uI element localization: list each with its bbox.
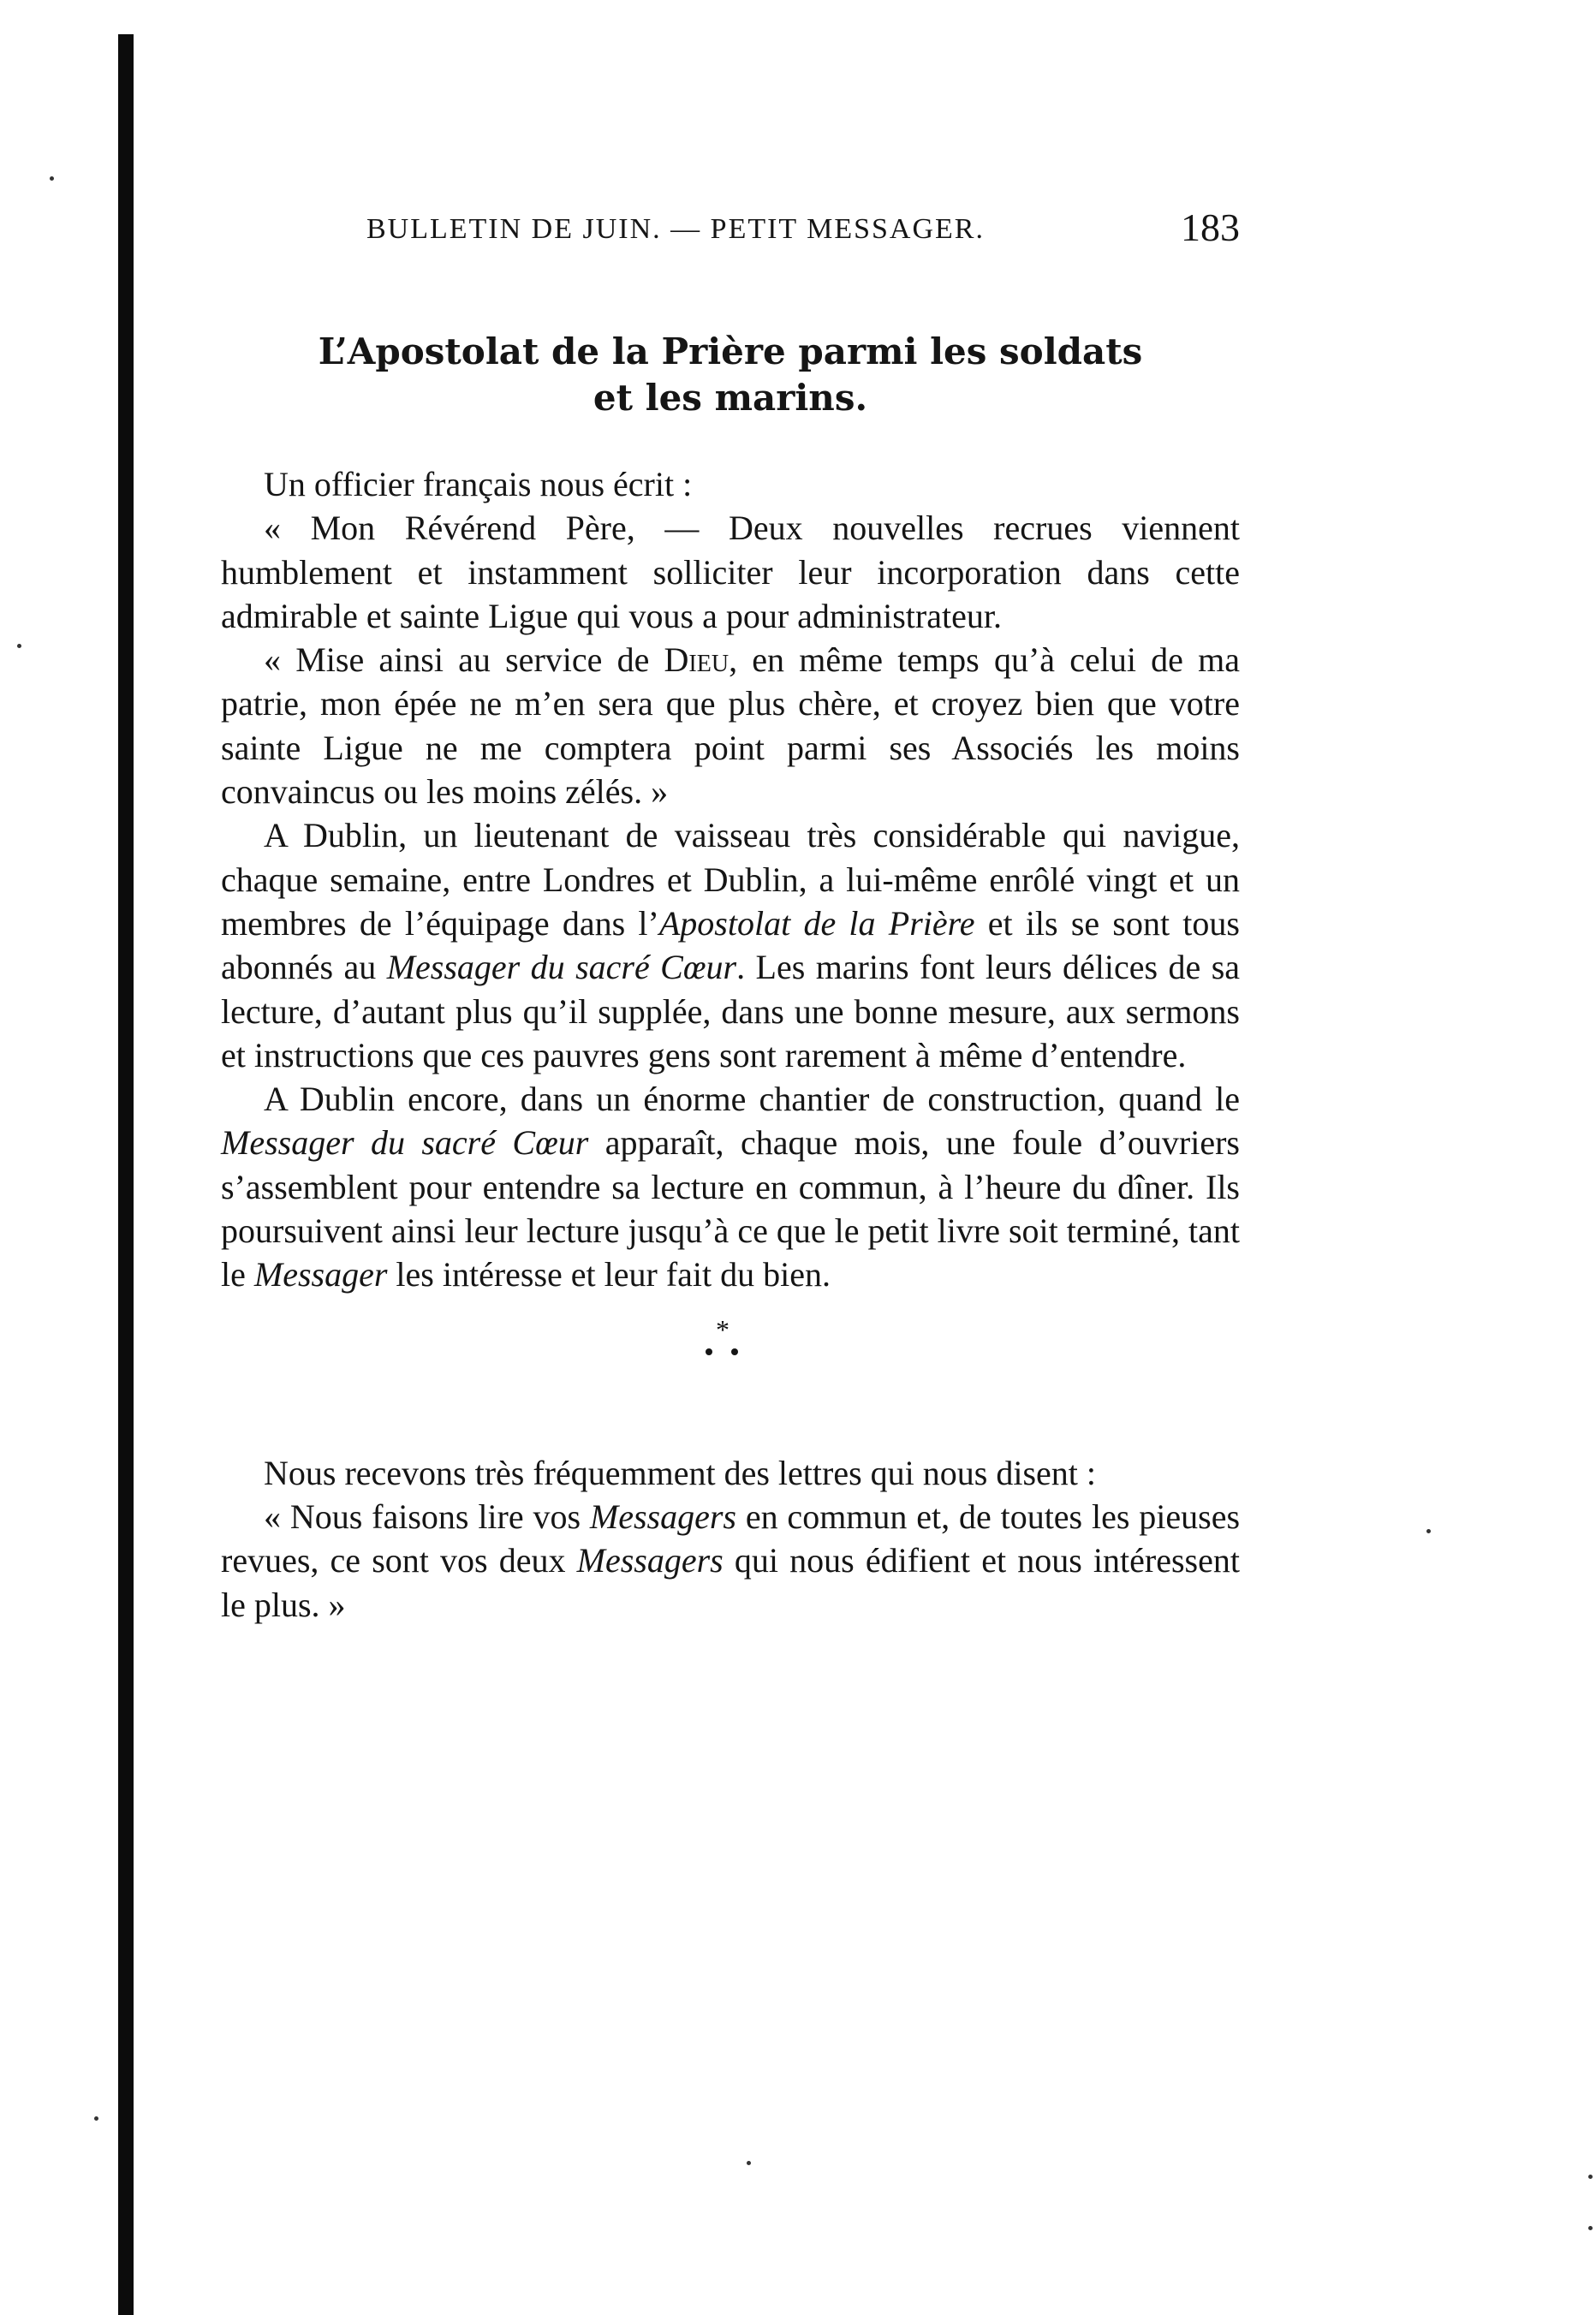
scan-speck <box>1588 2226 1593 2230</box>
article-title-line-1: L’Apostolat de la Prière parmi les soldats <box>318 330 1143 372</box>
running-head <box>366 202 1240 253</box>
scan-speck <box>94 2116 98 2121</box>
paragraph-6: Nous recevons très fréquemment des lettres qui nous disent : <box>264 1453 1096 1492</box>
article-body <box>221 462 1240 1627</box>
asterism-dot <box>706 1348 712 1355</box>
paragraph-3: « Mise ainsi au service de Dieu, en même temps qu’à celui de ma patrie, mon épée ne m’en sera que plus chère, et croyez bien que votre sainte Ligue ne me comptera point parmi ses Associés les moins convaincus ou les moins zélés. » <box>221 640 1240 812</box>
page-number: 183 <box>1181 205 1240 249</box>
dieu-small-caps: Dieu <box>664 640 730 680</box>
asterism-dot <box>731 1348 738 1355</box>
page-binding-edge <box>118 34 134 2315</box>
paragraph-4: A Dublin, un lieutenant de vaisseau très considérable qui navigue, chaque semaine, entre Londres et Dublin, a lui-même enrôlé vingt et un membres de l’équipage dans l’Apostolat de la Prière et ils se sont tous abonnés au Messager du sacré Cœur. Les marins font leurs délices de sa lecture, d’autant plus qu’il supplée, dans une bonne mesure, aux sermons et instructions que ces pauvres gens sont rarement à même d’entendre. <box>221 816 1241 1074</box>
running-head-title: BULLETIN DE JUIN. — PETIT MESSAGER. <box>366 213 985 245</box>
paragraph-7: « Nous faisons lire vos Messagers en commun et, de toutes les pieuses revues, ce sont vos deux Messagers qui nous édifient et nous intéressent le plus. » <box>221 1497 1241 1624</box>
paragraph-1: Un officier français nous écrit : <box>264 465 693 503</box>
article-title-line-2: et les marins. <box>593 377 868 419</box>
section-asterism <box>221 1297 1240 1451</box>
scan-speck <box>1588 2175 1593 2179</box>
scan-speck <box>50 176 54 181</box>
paragraph-5: A Dublin encore, dans un énorme chantier de construction, quand le Messager du sacré Cœur apparaît, chaque mois, une foule d’ouvriers s’assemblent pour entendre sa lecture en commun, à l’heure du dîner. Ils poursuivent ainsi leur lecture jusqu’à ce que le petit livre soit terminé, tant le Messager les intéresse et leur fait du bien. <box>221 1080 1240 1294</box>
article-title <box>221 329 1240 421</box>
scan-speck <box>1426 1529 1431 1533</box>
asterism-star: * <box>716 1313 730 1345</box>
paragraph-2: « Mon Révérend Père, — Deux nouvelles recrues viennent humblement et instamment solliciter leur incorporation dans cette admirable et sainte Ligue qui vous a pour administrateur. <box>221 509 1240 635</box>
scan-speck <box>17 644 21 648</box>
scan-speck <box>747 2161 751 2165</box>
